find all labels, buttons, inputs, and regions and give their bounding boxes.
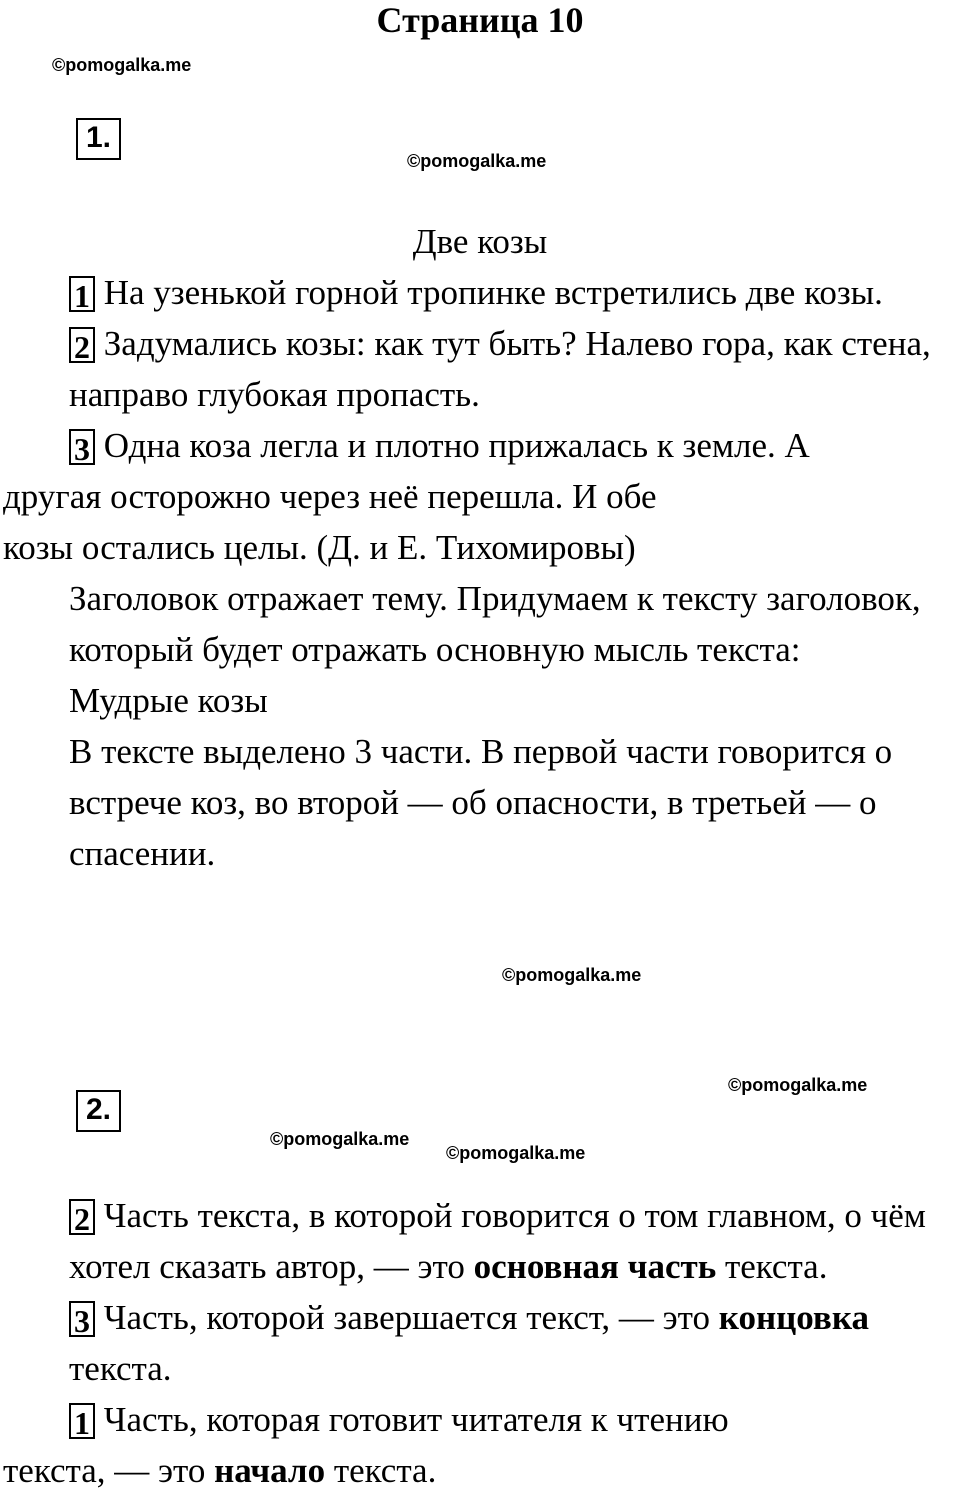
task-2-label: 2. xyxy=(76,1090,121,1132)
item-text-line: Часть, которая готовит читателя к чтению xyxy=(103,1400,729,1439)
watermark: ©pomogalka.me xyxy=(52,55,192,75)
paragraph-text: Задумались козы: как тут быть? Налево гора, как стена, направо глубокая пропасть. xyxy=(69,324,931,414)
story-paragraph-1 xyxy=(3,267,960,318)
item-text-end: текста. xyxy=(325,1451,437,1490)
item-term: начало xyxy=(214,1451,326,1490)
task-2-item xyxy=(3,1394,960,1496)
page-title: Страница 10 xyxy=(376,0,584,40)
paragraph-text-line: другая осторожно через неё перешла. И обе xyxy=(3,477,657,516)
parts-summary: В тексте выделено 3 части. В первой части говорится о встрече коз, во второй — об опасности, в третьей — о спасении. xyxy=(69,732,893,873)
paragraph-text-line: Одна коза легла и плотно прижалась к земле. А xyxy=(103,426,810,465)
task-1-label: 1. xyxy=(76,118,121,160)
story-paragraph-3 xyxy=(3,420,960,573)
explanation-text: Заголовок отражает тему. Придумаем к тексту заголовок, который будет отражать основную мысль текста: xyxy=(69,579,921,669)
task-2-items xyxy=(3,1190,960,1496)
paragraph-text: На узенькой горной тропинке встретились две козы. xyxy=(103,273,883,312)
item-term: концовка xyxy=(718,1298,869,1337)
watermark: ©pomogalka.me xyxy=(728,1075,868,1095)
item-number: 2 xyxy=(69,1199,95,1235)
paragraph-number: 1 xyxy=(69,276,95,312)
item-number: 3 xyxy=(69,1301,95,1337)
watermark: ©pomogalka.me xyxy=(407,151,547,171)
watermark: ©pomogalka.me xyxy=(446,1143,586,1163)
answer-title: Мудрые козы xyxy=(69,681,268,720)
task-2-item xyxy=(3,1190,960,1292)
story-paragraphs xyxy=(3,267,960,879)
watermark: ©pomogalka.me xyxy=(270,1129,410,1149)
story-title: Две козы xyxy=(412,222,548,261)
item-text: Часть текста, в которой говорится о том главном, о чём хотел сказать автор, — это xyxy=(69,1196,926,1286)
paragraph-number: 2 xyxy=(69,327,95,363)
watermark: ©pomogalka.me xyxy=(502,965,642,985)
item-term: основная часть xyxy=(473,1247,717,1286)
paragraph-number: 3 xyxy=(69,429,95,465)
item-text-end: текста. xyxy=(716,1247,828,1286)
item-text: текста, — это xyxy=(3,1451,215,1490)
item-number: 1 xyxy=(69,1403,95,1439)
task-2-item xyxy=(3,1292,960,1394)
paragraph-text-line: козы остались целы. (Д. и Е. Тихомировы) xyxy=(3,528,636,567)
item-text-end: текста. xyxy=(69,1349,172,1388)
story-paragraph-2 xyxy=(3,318,960,420)
item-text: Часть, которой завершается текст, — это xyxy=(103,1298,719,1337)
